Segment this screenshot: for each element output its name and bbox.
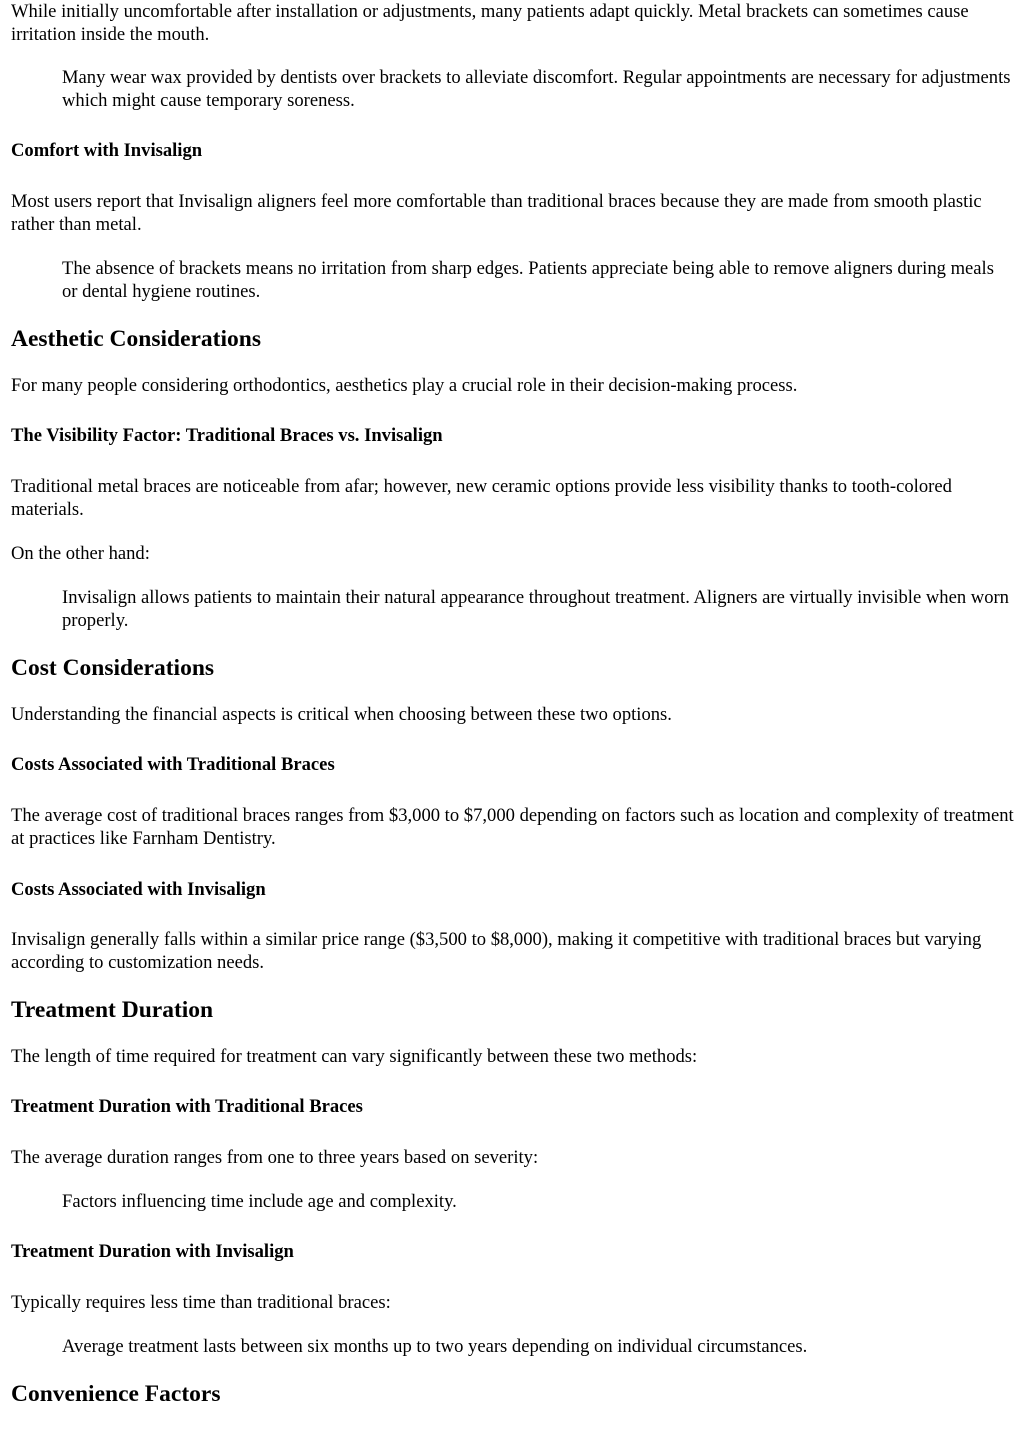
paragraph-duration-traditional: The average duration ranges from one to three years based on severity: [11,1147,539,1168]
heading-cost-considerations: Cost Considerations [11,655,215,681]
heading-duration-traditional: Treatment Duration with Traditional Braces [11,1096,363,1117]
paragraph-costs-invisalign: Invisalign generally falls within a similar price range ($3,500 to $8,000), making it competitive with traditional braces but varying according to customization needs. [11,929,982,973]
paragraph-aesthetics-intro: For many people considering orthodontics, aesthetics play a crucial role in their decision-making process. [11,375,798,396]
heading-comfort-invisalign: Comfort with Invisalign [11,140,203,161]
paragraph-other-hand: On the other hand: [11,543,150,564]
heading-costs-invisalign: Costs Associated with Invisalign [11,879,266,900]
quote-invisalign-appearance: Invisalign allows patients to maintain their natural appearance throughout treatment. Aligners are virtually invisible when worn properly. [62,587,1009,631]
quote-duration-factors: Factors influencing time include age and complexity. [62,1191,457,1212]
heading-costs-traditional: Costs Associated with Traditional Braces [11,754,335,775]
quote-duration-average: Average treatment lasts between six months up to two years depending on individual circumstances. [62,1336,808,1357]
heading-treatment-duration: Treatment Duration [11,997,214,1023]
heading-aesthetic-considerations: Aesthetic Considerations [11,326,261,352]
paragraph-cost-intro: Understanding the financial aspects is critical when choosing between these two options. [11,704,672,725]
quote-invisalign-brackets: The absence of brackets means no irritation from sharp edges. Patients appreciate being able to remove aligners during meals or dental hygiene routines. [62,258,994,302]
heading-duration-invisalign: Treatment Duration with Invisalign [11,1241,294,1262]
paragraph-invisalign-comfort: Most users report that Invisalign aligners feel more comfortable than traditional braces because they are made from smooth plastic rather than metal. [11,191,982,235]
paragraph-braces-adaptation: While initially uncomfortable after installation or adjustments, many patients adapt quickly. Metal brackets can sometimes cause irritation inside the mouth. [11,1,969,45]
quote-braces-wax: Many wear wax provided by dentists over brackets to alleviate discomfort. Regular appointments are necessary for adjustments which might cause temporary soreness. [62,67,1011,111]
heading-convenience-factors: Convenience Factors [11,1381,221,1407]
paragraph-duration-intro: The length of time required for treatment can vary significantly between these two methods: [11,1046,698,1067]
paragraph-braces-visibility: Traditional metal braces are noticeable from afar; however, new ceramic options provide less visibility thanks to tooth-colored materials. [11,476,952,520]
paragraph-duration-invisalign: Typically requires less time than traditional braces: [11,1292,391,1313]
heading-visibility-factor: The Visibility Factor: Traditional Braces vs. Invisalign [11,425,443,446]
paragraph-costs-traditional: The average cost of traditional braces ranges from $3,000 to $7,000 depending on factors such as location and complexity of treatment at practices like Farnham Dentistry. [11,805,1014,849]
